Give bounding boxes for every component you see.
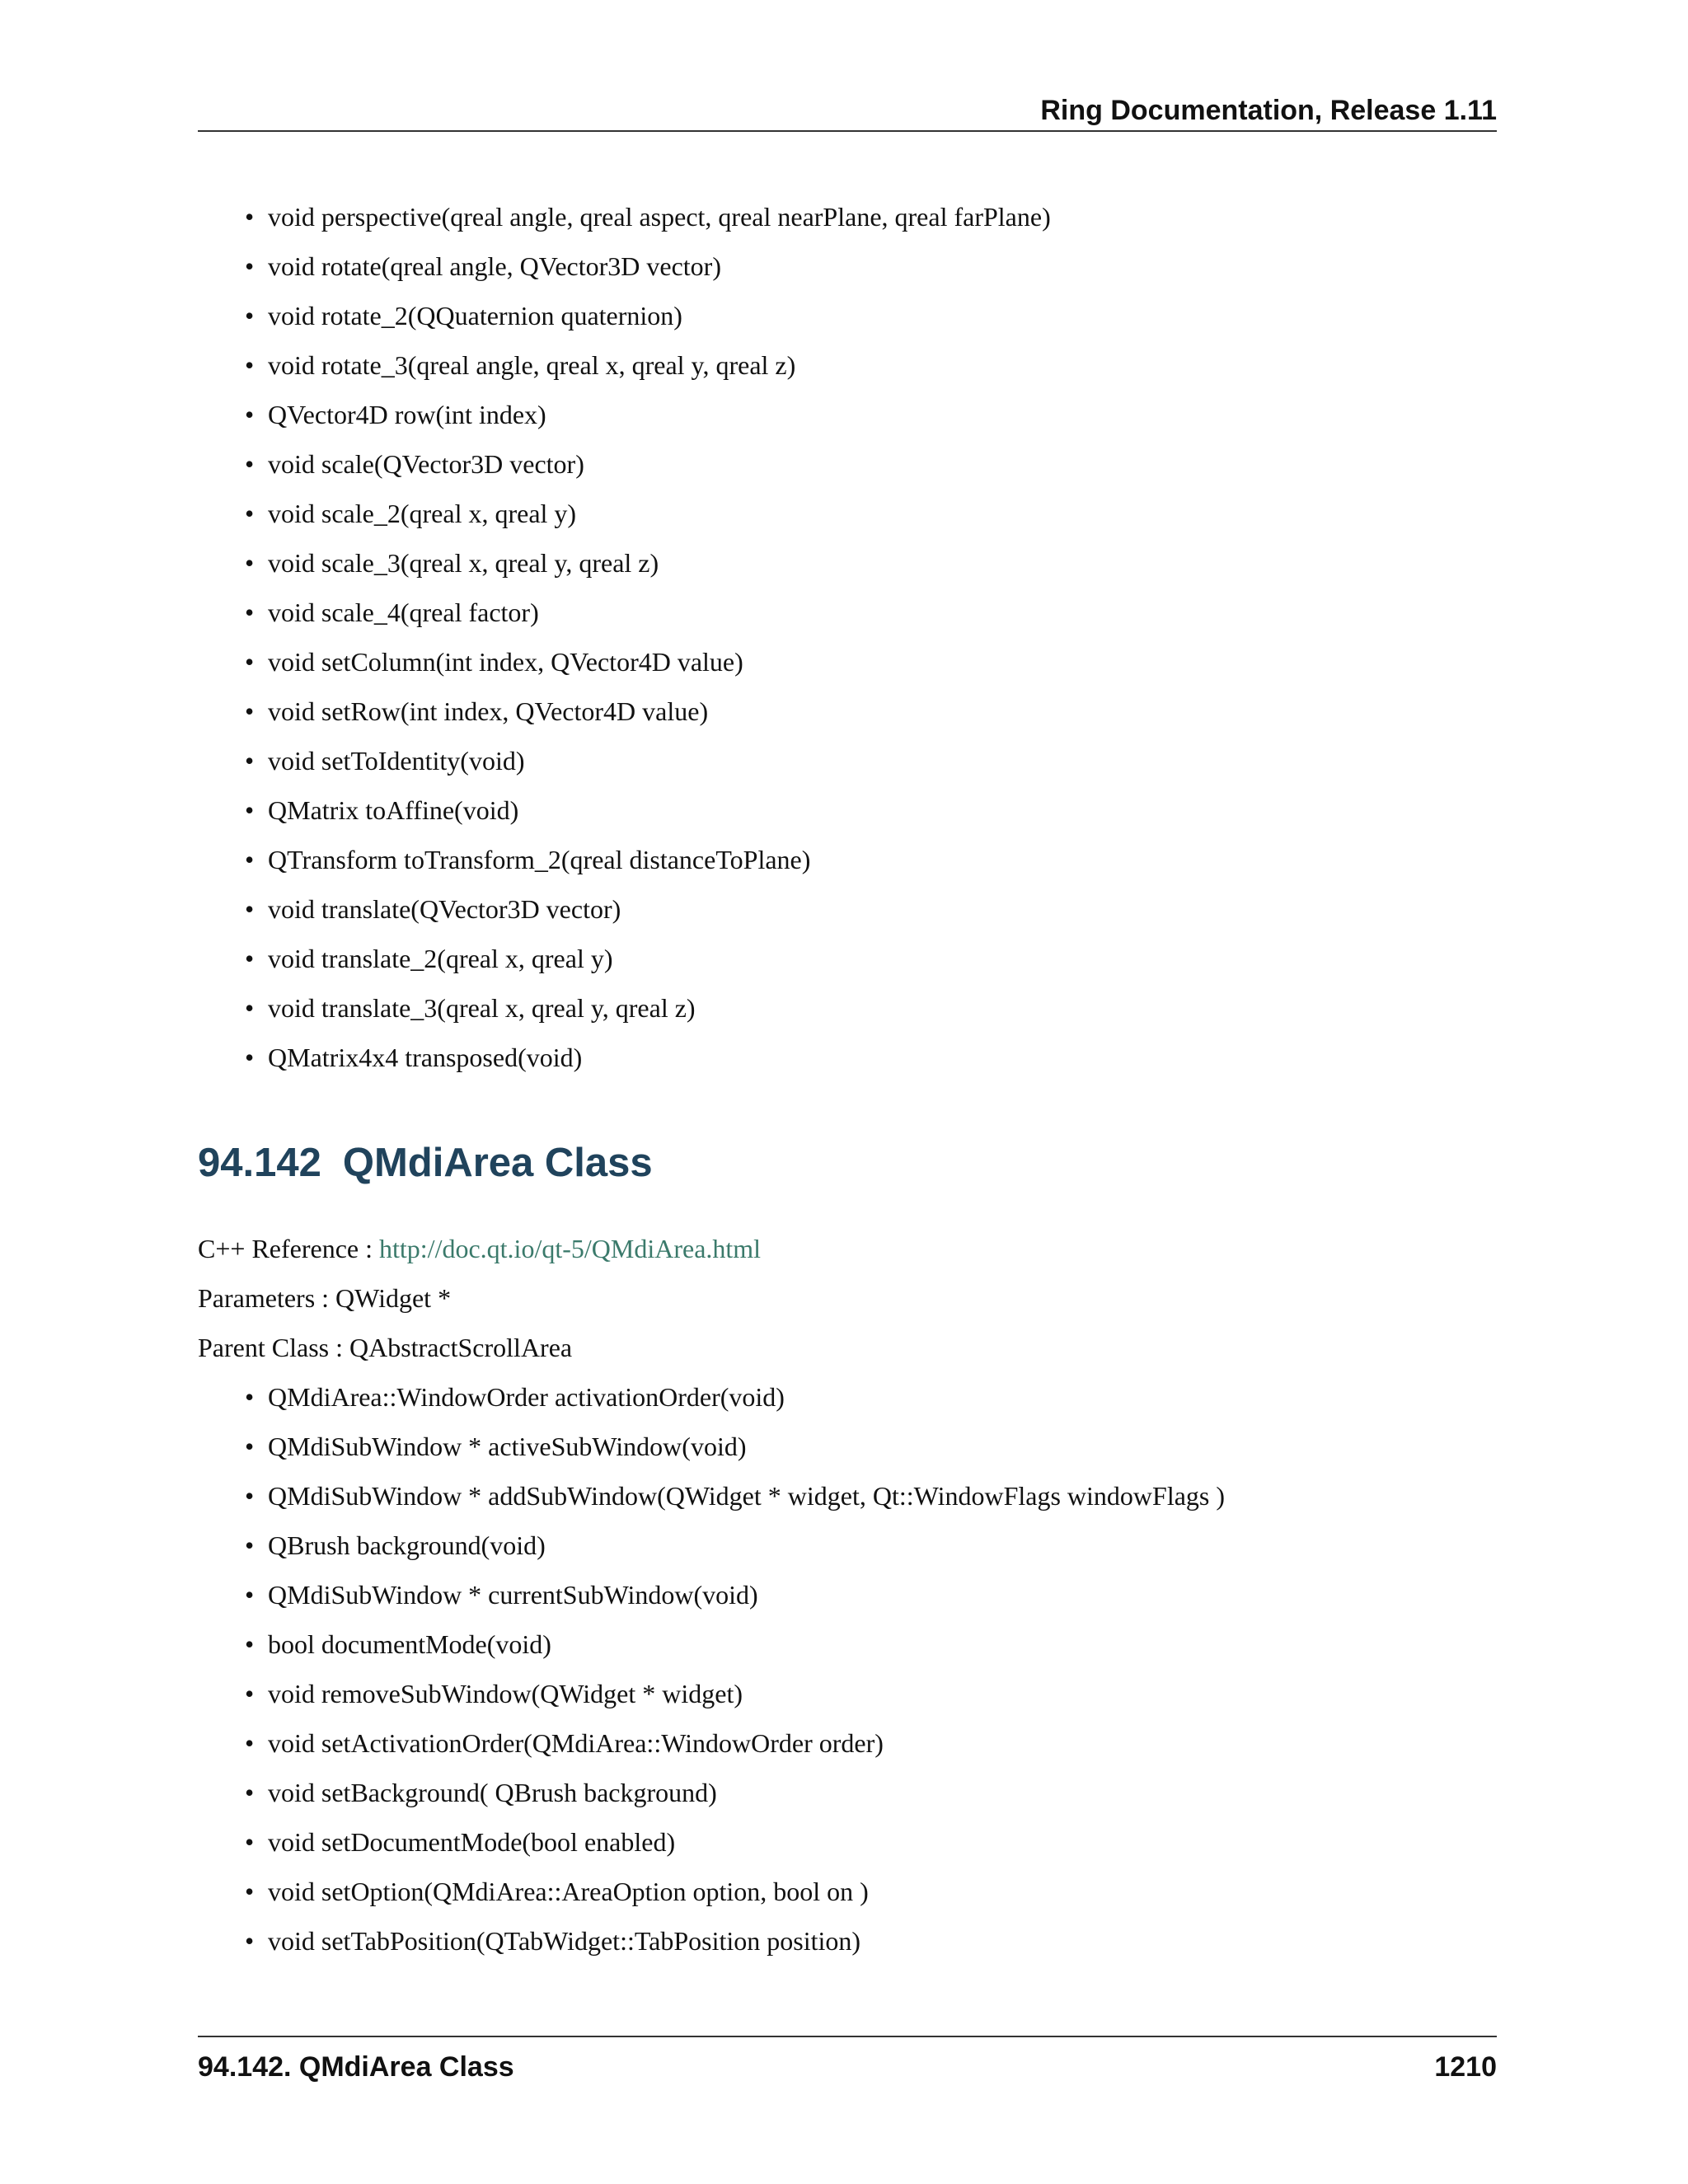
list-item: • void translate(QVector3D vector)	[245, 884, 1051, 934]
list-item: • void translate_2(qreal x, qreal y)	[245, 934, 1051, 983]
list-item: • void setTabPosition(QTabWidget::TabPosition position)	[245, 1916, 1225, 1966]
footer-section-label: 94.142. QMdiArea Class	[198, 2051, 514, 2083]
list-item: • void setRow(int index, QVector4D value)	[245, 687, 1051, 736]
list-item: • void setBackground( QBrush background)	[245, 1768, 1225, 1817]
list-item: • void scale_4(qreal factor)	[245, 588, 1051, 637]
list-item: • QVector4D row(int index)	[245, 390, 1051, 439]
list-item: • void rotate_2(QQuaternion quaternion)	[245, 291, 1051, 340]
list-item: • QMdiSubWindow * activeSubWindow(void)	[245, 1422, 1225, 1471]
list-item: • QMatrix4x4 transposed(void)	[245, 1033, 1051, 1082]
parent-class-line: Parent Class : QAbstractScrollArea	[198, 1333, 573, 1362]
list-item: • void scale_2(qreal x, qreal y)	[245, 489, 1051, 538]
list-item: • void perspective(qreal angle, qreal aspect, qreal nearPlane, qreal farPlane)	[245, 192, 1051, 241]
list-item: • QMdiSubWindow * currentSubWindow(void)	[245, 1570, 1225, 1619]
method-list-bottom	[245, 1372, 1225, 1966]
cpp-reference-label: C++ Reference :	[198, 1234, 379, 1263]
cpp-reference	[198, 1224, 761, 1273]
page-footer	[198, 2036, 1497, 2087]
list-item: • void removeSubWindow(QWidget * widget)	[245, 1669, 1225, 1718]
list-item: • void setDocumentMode(bool enabled)	[245, 1817, 1225, 1867]
list-item: • void rotate_3(qreal angle, qreal x, qreal y, qreal z)	[245, 340, 1051, 390]
method-list-top	[245, 192, 1051, 1082]
section-number: 94.142	[198, 1141, 321, 1185]
parameters-line: Parameters : QWidget *	[198, 1283, 452, 1313]
list-item: • QTransform toTransform_2(qreal distanceToPlane)	[245, 835, 1051, 884]
list-item: • void setToIdentity(void)	[245, 736, 1051, 785]
list-item: • void translate_3(qreal x, qreal y, qreal z)	[245, 983, 1051, 1033]
list-item: • bool documentMode(void)	[245, 1619, 1225, 1669]
list-item: • QMdiArea::WindowOrder activationOrder(void)	[245, 1372, 1225, 1422]
section-title: QMdiArea Class	[342, 1141, 653, 1185]
header-title: Ring Documentation, Release 1.11	[1040, 95, 1497, 126]
section-heading	[198, 1134, 653, 1192]
list-item: • void setColumn(int index, QVector4D value)	[245, 637, 1051, 687]
list-item: • QBrush background(void)	[245, 1521, 1225, 1570]
list-item: • void setOption(QMdiArea::AreaOption option, bool on )	[245, 1867, 1225, 1916]
list-item: • void scale_3(qreal x, qreal y, qreal z)	[245, 538, 1051, 588]
list-item: • QMdiSubWindow * addSubWindow(QWidget * widget, Qt::WindowFlags windowFlags )	[245, 1471, 1225, 1521]
list-item: • void scale(QVector3D vector)	[245, 439, 1051, 489]
list-item: • QMatrix toAffine(void)	[245, 785, 1051, 835]
list-item: • void rotate(qreal angle, QVector3D vector)	[245, 241, 1051, 291]
page-number: 1210	[1434, 2051, 1497, 2083]
cpp-reference-link[interactable]: http://doc.qt.io/qt-5/QMdiArea.html	[379, 1234, 762, 1263]
list-item: • void setActivationOrder(QMdiArea::WindowOrder order)	[245, 1718, 1225, 1768]
page-header	[198, 92, 1497, 132]
